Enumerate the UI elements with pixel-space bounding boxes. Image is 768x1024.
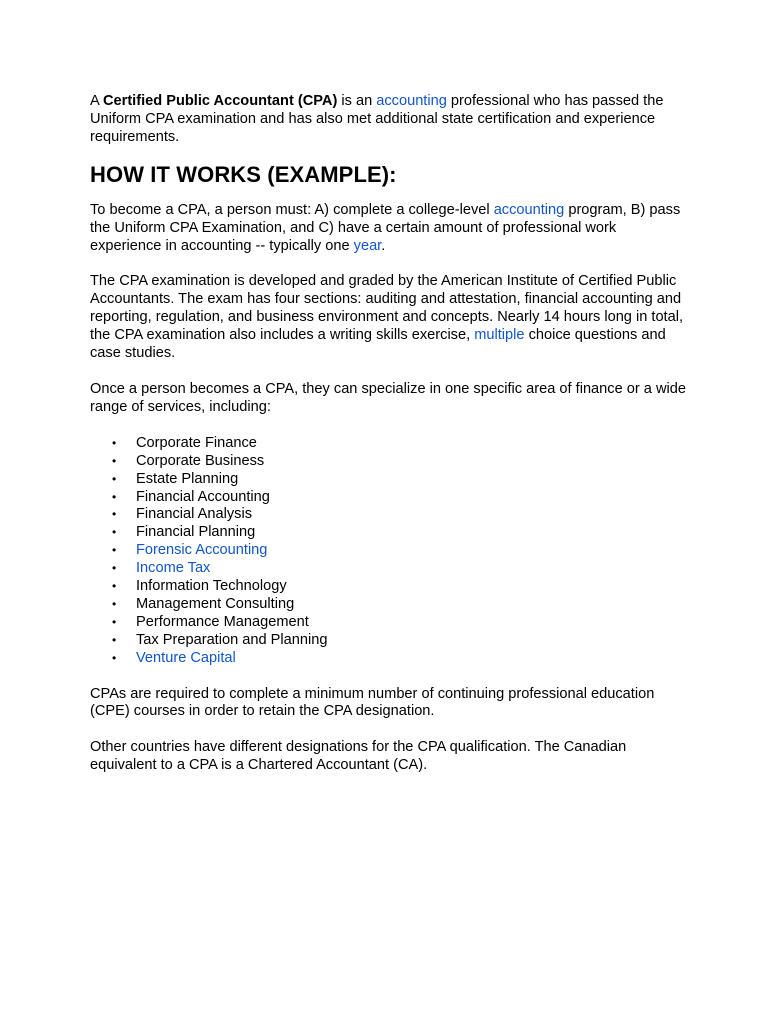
service-list-item: [90, 435, 690, 453]
service-label: Tax Preparation and Planning: [136, 631, 328, 648]
service-label: Financial Accounting: [136, 488, 270, 505]
bullet-icon: •: [112, 650, 117, 665]
cpe-paragraph: CPAs are required to complete a minimum number of continuing professional education (CPE) courses in order to retain the CPA designation.: [90, 685, 655, 720]
service-list-item[interactable]: [90, 542, 690, 560]
bullet-icon: •: [112, 525, 117, 540]
bullet-icon: •: [112, 489, 117, 504]
bullet-icon: •: [112, 614, 117, 629]
service-list-item: [90, 578, 690, 596]
service-label: Financial Analysis: [136, 506, 252, 523]
service-label: Corporate Finance: [136, 434, 257, 451]
service-list-item[interactable]: [90, 560, 690, 578]
service-list-item: [90, 471, 690, 489]
bullet-icon: •: [112, 596, 117, 611]
international-paragraph: Other countries have different designations for the CPA qualification. The Canadian equivalent to a CPA is a Chartered Accountant (CA).: [90, 739, 627, 774]
exam-text-a: The CPA examination is developed and graded by the American Institute of Certified Public Accountants. The exam has four sections: auditing and attestation, financial accounting and reporting, regulation, and business environment and concepts. Nearly 14 hours long in total, the CPA examination also includes a writing skills exercise,: [90, 273, 684, 344]
service-label: Corporate Business: [136, 452, 265, 469]
requirements-text-c: .: [381, 237, 386, 254]
service-label: Performance Management: [136, 613, 309, 630]
service-label: Management Consulting: [136, 595, 295, 612]
service-link[interactable]: Venture Capital: [136, 649, 236, 666]
bullet-icon: •: [112, 471, 117, 486]
service-label: Estate Planning: [136, 470, 239, 487]
service-list-item: [90, 489, 690, 507]
bullet-icon: •: [112, 435, 117, 450]
bullet-icon: •: [112, 453, 117, 468]
service-list-item: [90, 596, 690, 614]
intro-mid: is an: [337, 93, 377, 109]
cpa-term: Certified Public Accountant (CPA): [102, 93, 338, 109]
service-list-item[interactable]: [90, 650, 690, 668]
services-list: [90, 435, 690, 668]
requirements-paragraph: [90, 202, 690, 256]
intro-prefix: A: [90, 93, 103, 109]
bullet-icon: •: [112, 632, 117, 647]
exam-paragraph: [90, 273, 690, 363]
section-heading: HOW IT WORKS (EXAMPLE):: [90, 161, 397, 187]
service-label: Information Technology: [136, 578, 287, 595]
service-label: Financial Planning: [136, 524, 256, 541]
exam-text-b: choice questions and case studies.: [90, 327, 666, 362]
accounting-link[interactable]: accounting: [376, 93, 447, 109]
intro-paragraph: [90, 93, 690, 147]
service-list-item: [90, 524, 690, 542]
service-list-item: [90, 632, 690, 650]
bullet-icon: •: [112, 507, 117, 522]
service-list-item: [90, 506, 690, 524]
year-link[interactable]: year: [353, 237, 382, 254]
bullet-icon: •: [112, 579, 117, 594]
document-page: [90, 93, 690, 793]
specialize-paragraph: Once a person becomes a CPA, they can specialize in one specific area of finance or a wide range of services, including:: [90, 380, 686, 415]
bullet-icon: •: [112, 543, 117, 558]
intro-suffix: professional who has passed the Uniform CPA examination and has also met additional state certification and experience requirements.: [90, 93, 664, 145]
service-link[interactable]: Forensic Accounting: [136, 542, 268, 559]
requirements-text-a: To become a CPA, a person must: A) complete a college-level: [90, 201, 494, 218]
bullet-icon: •: [112, 561, 117, 576]
service-list-item: [90, 453, 690, 471]
requirements-text-b: program, B) pass the Uniform CPA Examination, and C) have a certain amount of professional work experience in accounting -- typically one: [90, 201, 681, 254]
service-list-item: [90, 614, 690, 632]
service-link[interactable]: Income Tax: [136, 560, 211, 577]
multiple-link[interactable]: multiple: [474, 327, 525, 344]
accounting-program-link[interactable]: accounting: [493, 201, 565, 218]
